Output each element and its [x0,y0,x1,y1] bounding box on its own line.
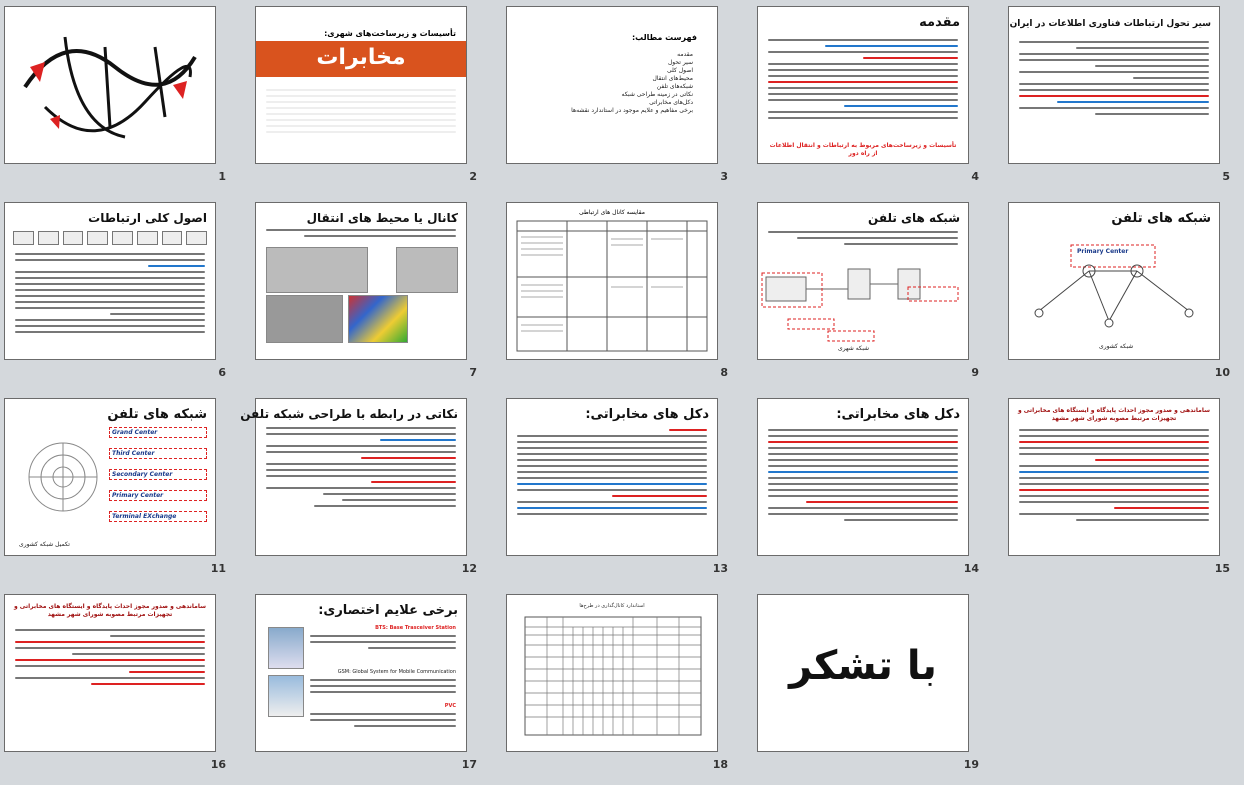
slide-number: 6 [218,366,226,379]
slide-thumbnail-9[interactable] [757,202,969,360]
body-text [768,39,958,123]
comparison-table [507,217,717,367]
level-label: Grand Center [109,427,207,438]
slide-number: 15 [1214,562,1230,575]
slide-title: اصول کلی ارتباطات [88,211,207,225]
slide-cell-17 [251,588,491,784]
fiber-photo [348,295,408,343]
slide-subtitle: تأسیسات و زیرساخت‌های شهری: [324,29,456,38]
body-text [1019,41,1209,119]
tower-photo [268,675,304,717]
slide-thumbnail-11[interactable] [4,398,216,556]
flow-diagram [13,231,207,245]
slide-cell-13 [502,392,742,588]
slide-cell-11 [0,392,240,588]
slide-thumbnail-16[interactable] [4,594,216,752]
slide-footer: تأسیسات و زیرساخت‌های مربوط به ارتباطات و انتقال اطلاعات از راه دور [769,142,957,157]
slide-title: برخی علایم اختصاری: [318,603,458,618]
slide-thumbnail-7[interactable] [255,202,467,360]
national-network-diagram [1009,241,1219,341]
slide-cell-4 [753,0,993,196]
slide-title: دکل های مخابراتی: [585,407,709,422]
standards-table [507,611,717,751]
body-text [768,429,958,525]
slide-thumbnail-17[interactable] [255,594,467,752]
slide-title: مقایسه کانال های ارتباطی [579,209,645,216]
slide-cell-16 [0,588,240,784]
body-text [1019,429,1209,525]
toc-item: اصول کلی [667,67,693,74]
slide-cell-2 [251,0,491,196]
slide-number: 11 [210,562,226,575]
body-text [15,629,205,689]
calligraphy-image [5,7,215,163]
slide-number: 18 [712,758,728,771]
slide-title: کانال یا محیط های انتقال [306,211,458,225]
slide-thumbnail-12[interactable] [240,398,467,556]
slide-number: 10 [1214,366,1230,379]
slide-title: ساماندهی و صدور مجوز احداث پایدگاه و ایستگاه های مخابراتی و تجهیزات مرتبط مصوبه شورای شهر مشهد [1017,407,1210,422]
slide-thumbnail-10[interactable] [1008,202,1220,360]
toc-item: نکاتی در زمینه طراحی شبکه [621,91,693,98]
slide-cell-19 [753,588,993,784]
slide-title: استاندارد کانال‌گذاری در طرح‌ها [579,603,645,609]
diagram-caption: تکمیل شبکه کشوری [19,541,70,548]
level-label: Third Center [109,448,207,459]
slide-thumbnail-6[interactable] [4,202,216,360]
slide-number: 17 [461,758,477,771]
slide-number: 13 [712,562,728,575]
slide-number: 8 [720,366,728,379]
slide-number: 7 [469,366,477,379]
thank-you-title: با تشکر [789,643,937,689]
slide-thumbnail-1[interactable] [4,6,216,164]
slide-number: 2 [469,170,477,183]
body-text [15,253,205,337]
toc-item: مقدمه [677,51,693,58]
slide-thumbnail-8[interactable] [506,202,718,360]
body-text [768,231,958,249]
slide-number: 14 [963,562,979,575]
slide-number: 16 [210,758,226,771]
hierarchy-labels [109,427,207,522]
slide-title: دکل های مخابراتی: [836,407,960,422]
slide-number: 5 [1222,170,1230,183]
slide-title: شبکه های تلفن [107,407,207,422]
slide-title: شبکه های تلفن [1111,211,1211,226]
hierarchy-diagram [13,427,113,537]
diagram-caption: شبکه کشوری [1099,343,1134,350]
slide-number: 4 [971,170,979,183]
level-label: Terminal EXchange [109,511,207,522]
bts-label: BTS: Base Trasceiver Station [375,625,456,631]
slide-number: 9 [971,366,979,379]
cable-photo [396,247,458,293]
slide-title: سیر تحول ارتباطات فناوری اطلاعات در ایران [1009,19,1211,29]
body-text [310,713,456,731]
slide-thumbnail-3[interactable] [506,6,718,164]
slide-number: 12 [461,562,477,575]
slide-title: شبکه های تلفن [868,211,960,225]
toc-list [543,51,693,115]
toc-item: شبکه‌های تلفن [656,83,693,90]
slide-thumbnail-15[interactable] [1008,398,1220,556]
body-text [266,229,456,241]
slide-cell-18 [502,588,742,784]
slide-cell-12 [240,392,491,588]
slide-cell-5 [1004,0,1244,196]
slide-title: ساماندهی و صدور مجوز احداث پایدگاه و ایستگاه های مخابراتی و تجهیزات مرتبط مصوبه شورای شهر مشهد [13,603,206,618]
slide-title: مخابرات [316,45,406,70]
slide-thumbnail-4[interactable] [757,6,969,164]
level-label: Primary Center [109,490,207,501]
diagram-caption: شبکه شهری [838,345,870,352]
slide-number: 1 [218,170,226,183]
body-text [310,679,456,697]
body-text [266,427,456,511]
slide-title: مقدمه [919,15,960,30]
slide-number: 19 [963,758,979,771]
slide-thumbnail-13[interactable] [506,398,718,556]
slide-cell-3 [502,0,742,196]
slide-number: 3 [720,170,728,183]
pvc-label: PVC [444,703,456,709]
slide-cell-10 [1004,196,1244,392]
stripe-pattern [266,89,456,137]
slide-title: نکاتی در رابطه با طراحی شبکه تلفن [240,407,458,421]
slide-cell-1 [0,0,240,196]
slide-cell-8 [502,196,742,392]
body-text [517,429,707,519]
level-label: Secondary Center [109,469,207,480]
slide-thumbnail-19[interactable] [757,594,969,752]
slide-cell-6 [0,196,240,392]
slide-cell-7 [251,196,491,392]
toc-item: سیر تحول [667,59,693,66]
slide-thumbnail-14[interactable] [757,398,969,556]
body-text [310,635,456,653]
slide-cell-14 [753,392,993,588]
cable-photo [266,295,343,343]
toc-item: برخی مفاهیم و علایم موجود در استاندارد نقشه‌ها [571,107,693,114]
diagram-label: Primary Center [1077,248,1129,255]
slide-cell-9 [753,196,993,392]
tower-photo [268,627,304,669]
gsm-label: GSM: Global System for Mobile Communication [337,669,456,675]
cable-photo [266,247,368,293]
toc-item: دکل‌های مخابراتی [649,99,693,106]
slide-thumbnail-2[interactable] [255,6,467,164]
slide-cell-15 [1004,392,1244,588]
toc-item: محیط‌های انتقال [652,75,693,82]
slide-thumbnail-18[interactable] [506,594,718,752]
slide-title: فهرست مطالب: [631,33,697,42]
urban-network-diagram [758,259,968,359]
slide-thumbnail-5[interactable] [1008,6,1220,164]
